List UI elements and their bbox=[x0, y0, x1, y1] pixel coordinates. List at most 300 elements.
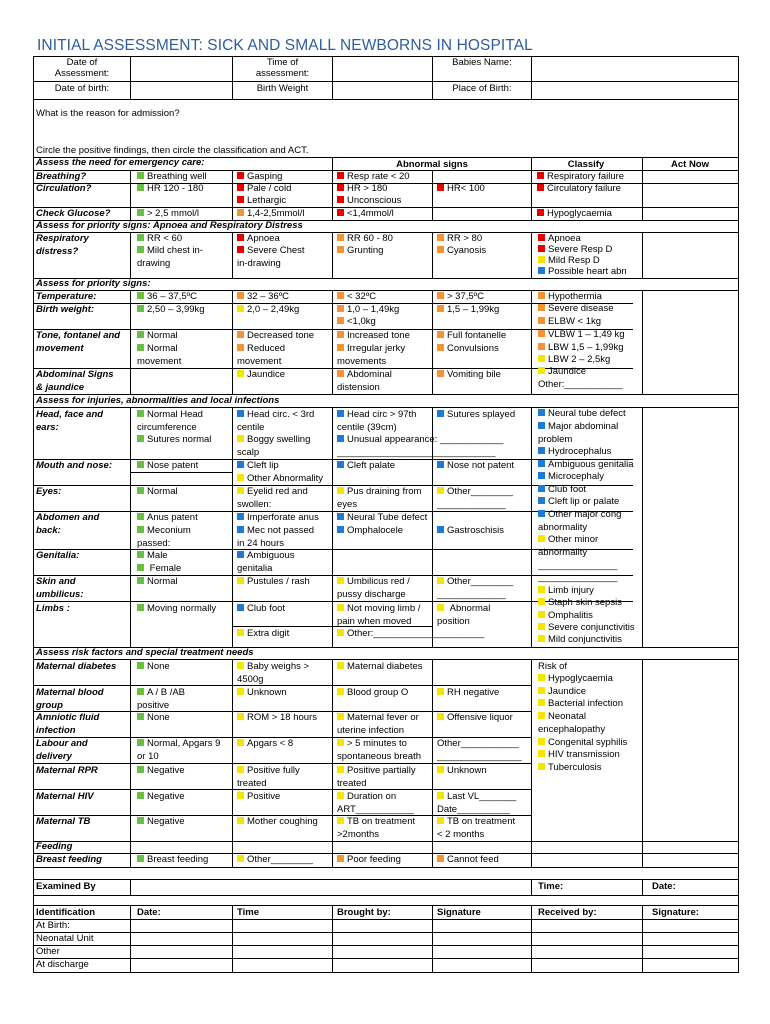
jerky-movements: Irregular jerky movements bbox=[337, 343, 406, 367]
ambiguous-classify: Ambiguous genitalia bbox=[538, 459, 634, 472]
eyes-other: Other________ bbox=[437, 486, 513, 499]
yellow-square-icon bbox=[237, 435, 244, 442]
signature-header: Signature bbox=[437, 907, 481, 918]
club-foot-classify: Club foot bbox=[538, 484, 586, 497]
reduced-movement: Reduced movement bbox=[237, 343, 286, 367]
orange-square-icon bbox=[538, 292, 545, 299]
yellow-square-icon bbox=[237, 855, 244, 862]
blue-square-icon bbox=[337, 435, 344, 442]
mouth-label: Mouth and nose: bbox=[36, 460, 112, 471]
circulation-label: Circulation? bbox=[36, 183, 92, 194]
blue-square-icon bbox=[337, 513, 344, 520]
blood-unknown: Unknown bbox=[237, 687, 287, 700]
mild-chest-indrawing: Mild chest in- drawing bbox=[137, 245, 203, 269]
green-square-icon bbox=[137, 577, 144, 584]
abdominal-distension: Abdominal distension bbox=[337, 369, 392, 393]
decreased-tone: Decreased tone bbox=[237, 330, 314, 343]
examined-date-label: Date: bbox=[652, 881, 676, 892]
yellow-square-icon bbox=[538, 355, 545, 362]
circle-instruction: Circle the positive findings, then circle the classification and ACT. bbox=[36, 145, 309, 156]
yellow-square-icon bbox=[538, 687, 545, 694]
circulation-normal: HR 120 - 180 bbox=[137, 183, 204, 196]
yellow-square-icon bbox=[437, 604, 444, 611]
glucose-low-sign: 1,4-2,5mmol/l bbox=[237, 208, 305, 221]
weight-15-199: 1,5 – 1,99kg bbox=[437, 304, 499, 317]
orange-square-icon bbox=[337, 370, 344, 377]
labour-label: Labour and delivery bbox=[36, 738, 88, 762]
orange-square-icon bbox=[538, 317, 545, 324]
lbw-2-classify: LBW 2 – 2,5kg bbox=[538, 354, 610, 367]
blue-square-icon bbox=[538, 409, 545, 416]
green-square-icon bbox=[137, 513, 144, 520]
normal-head: Normal Head circumference bbox=[137, 409, 203, 433]
microcephaly-classify: Microcephaly bbox=[538, 471, 604, 484]
blue-square-icon bbox=[237, 551, 244, 558]
rpr-fully-treated: Positive fully treated bbox=[237, 765, 300, 789]
yellow-square-icon bbox=[538, 598, 545, 605]
tb-negative: Negative bbox=[137, 816, 185, 829]
id-time-header: Time bbox=[237, 907, 260, 918]
limbs-other: Other:_____________________ bbox=[337, 628, 484, 641]
other-abnormality: Other Abnormality bbox=[237, 473, 323, 486]
red-square-icon bbox=[337, 184, 344, 191]
hiv-label: Maternal HIV bbox=[36, 791, 94, 802]
glucose-label: Check Glucose? bbox=[36, 208, 111, 219]
orange-square-icon bbox=[237, 331, 244, 338]
major-cong-classify: Other major cong abnormality bbox=[538, 509, 622, 533]
offensive-liquor: Offensive liquor bbox=[437, 712, 513, 725]
yellow-square-icon bbox=[237, 713, 244, 720]
temp-over-37: > 37,5ºC bbox=[437, 291, 484, 304]
blue-square-icon bbox=[337, 526, 344, 533]
green-square-icon bbox=[137, 766, 144, 773]
blood-group-o: Blood group O bbox=[337, 687, 408, 700]
green-square-icon bbox=[137, 184, 144, 191]
risk-heading: Assess risk factors and special treatment needs bbox=[36, 647, 254, 658]
orange-square-icon bbox=[538, 343, 545, 350]
blue-square-icon bbox=[237, 604, 244, 611]
ambiguous-genitalia: Ambiguous genitalia bbox=[237, 550, 295, 574]
yellow-square-icon bbox=[538, 712, 545, 719]
blue-square-icon bbox=[437, 461, 444, 468]
skin-label: Skin and umbilicus: bbox=[36, 576, 84, 600]
yellow-square-icon bbox=[437, 487, 444, 494]
yellow-square-icon bbox=[337, 577, 344, 584]
encephalopathy-risk: Neonatal encephalopathy bbox=[538, 711, 606, 735]
red-square-icon bbox=[237, 184, 244, 191]
severe-disease-classify: Severe disease bbox=[538, 303, 613, 316]
yellow-square-icon bbox=[237, 474, 244, 481]
tone-label: Tone, fontanel and movement bbox=[36, 330, 121, 354]
blood-group-label: Maternal blood group bbox=[36, 687, 104, 711]
yellow-square-icon bbox=[337, 792, 344, 799]
last-vl: Last VL_______ Date__________ bbox=[437, 791, 517, 815]
red-square-icon bbox=[437, 184, 444, 191]
eyes-normal: Normal bbox=[137, 486, 178, 499]
green-square-icon bbox=[137, 461, 144, 468]
hypoglycaemia-classify: Hypoglycaemia bbox=[537, 208, 612, 221]
mild-conj-classify: Mild conjunctivitis bbox=[538, 634, 622, 647]
page-title: INITIAL ASSESSMENT: SICK AND SMALL NEWBORNS IN HOSPITAL bbox=[37, 37, 533, 54]
temp-normal: 36 – 37,5ºC bbox=[137, 291, 197, 304]
mother-coughing: Mother coughing bbox=[237, 816, 318, 829]
hypothermia-classify: Hypothermia bbox=[538, 291, 602, 304]
orange-square-icon bbox=[337, 305, 344, 312]
blue-square-icon bbox=[538, 497, 545, 504]
unconscious-sign: Unconscious bbox=[337, 195, 401, 208]
yellow-square-icon bbox=[237, 305, 244, 312]
yellow-square-icon bbox=[538, 586, 545, 593]
green-square-icon bbox=[137, 292, 144, 299]
green-square-icon bbox=[137, 209, 144, 216]
vlbw-classify: VLBW 1 – 1,49 kg bbox=[538, 329, 625, 342]
priority-heading: Assess for priority signs: bbox=[36, 278, 151, 289]
yellow-square-icon bbox=[538, 535, 545, 542]
green-square-icon bbox=[137, 172, 144, 179]
unusual-appearance-line: ______________________________ bbox=[337, 447, 496, 458]
extra-digit: Extra digit bbox=[237, 628, 289, 641]
green-square-icon bbox=[137, 739, 144, 746]
weight-under-1: <1,0kg bbox=[337, 316, 376, 329]
red-square-icon bbox=[537, 209, 544, 216]
omphalitis-classify: Omphalitis bbox=[538, 610, 593, 623]
orange-square-icon bbox=[337, 855, 344, 862]
blood-positive: A / B /AB positive bbox=[137, 687, 186, 711]
full-fontanelle: Full fontanelle bbox=[437, 330, 506, 343]
blue-square-icon bbox=[337, 410, 344, 417]
birth-weight-label: Birth Weight bbox=[256, 83, 309, 94]
yellow-square-icon bbox=[538, 674, 545, 681]
orange-square-icon bbox=[337, 331, 344, 338]
id-row-neonatal-unit: Neonatal Unit bbox=[36, 933, 94, 944]
orange-square-icon bbox=[437, 370, 444, 377]
hypoglycaemia-risk: Hypoglycaemia bbox=[538, 673, 613, 686]
glucose-normal: > 2,5 mmol/l bbox=[137, 208, 199, 221]
breathing-label: Breathing? bbox=[36, 171, 87, 182]
mild-resp-d-classify: Mild Resp D bbox=[538, 255, 600, 268]
heart-abn-classify: Possible heart abn bbox=[538, 266, 627, 279]
pustules-rash: Pustules / rash bbox=[237, 576, 310, 589]
head-circ-low: Head circ. < 3rd centile bbox=[237, 409, 315, 433]
yellow-square-icon bbox=[437, 766, 444, 773]
hiv-positive: Positive bbox=[237, 791, 280, 804]
green-square-icon bbox=[137, 305, 144, 312]
orange-square-icon bbox=[437, 234, 444, 241]
blue-square-icon bbox=[538, 510, 545, 517]
breathing-normal: Breathing well bbox=[137, 171, 207, 184]
green-square-icon bbox=[137, 344, 144, 351]
respiratory-failure-classify: Respiratory failure bbox=[537, 171, 624, 184]
yellow-square-icon bbox=[538, 699, 545, 706]
breast-feeding-label: Breast feeding bbox=[36, 854, 102, 865]
act-now-header: Act Now bbox=[671, 159, 709, 170]
yellow-square-icon bbox=[237, 487, 244, 494]
yellow-square-icon bbox=[538, 256, 545, 263]
art-duration: Duration on ART___________ bbox=[337, 791, 414, 815]
abnormal-position: Abnormal position bbox=[437, 603, 491, 627]
nose-patent: Nose patent bbox=[137, 460, 198, 473]
yellow-square-icon bbox=[237, 792, 244, 799]
unusual-appearance: Unusual appearance: ____________ bbox=[337, 434, 503, 447]
apnoea-classify: Apnoea bbox=[538, 233, 581, 246]
maternal-diabetes-sign: Maternal diabetes bbox=[337, 661, 423, 674]
orange-square-icon bbox=[337, 344, 344, 351]
abdomen-label: Abdomen and back: bbox=[36, 512, 100, 536]
temp-under-32: < 32ºC bbox=[337, 291, 376, 304]
tuberculosis-risk: Tuberculosis bbox=[538, 762, 602, 775]
cannot-feed: Cannot feed bbox=[437, 854, 499, 867]
meconium-passed: Meconium passed: bbox=[137, 525, 191, 549]
omphalocele: Omphalocele bbox=[337, 525, 403, 538]
red-square-icon bbox=[537, 172, 544, 179]
sutures-splayed: Sutures splayed bbox=[437, 409, 515, 422]
orange-square-icon bbox=[538, 330, 545, 337]
not-moving-limb: Not moving limb / pain when moved bbox=[337, 603, 421, 627]
rom-18h: ROM > 18 hours bbox=[237, 712, 317, 725]
babies-name-label: Babies Name: bbox=[452, 57, 512, 68]
classify-blank-2: _______________ bbox=[538, 572, 618, 583]
red-square-icon bbox=[538, 234, 545, 241]
jaundice-risk: Jaundice bbox=[538, 686, 586, 699]
yellow-square-icon bbox=[237, 739, 244, 746]
yellow-square-icon bbox=[337, 739, 344, 746]
brought-by-header: Brought by: bbox=[337, 907, 391, 918]
yellow-square-icon bbox=[237, 577, 244, 584]
labour-other-line: ________________ bbox=[437, 751, 522, 762]
yellow-square-icon bbox=[538, 750, 545, 757]
orange-square-icon bbox=[237, 209, 244, 216]
boggy-swelling: Boggy swelling scalp bbox=[237, 434, 311, 458]
yellow-square-icon bbox=[538, 623, 545, 630]
rr-60-80-sign: RR 60 - 80 bbox=[337, 233, 393, 246]
green-square-icon bbox=[137, 410, 144, 417]
tone-normal: Normal bbox=[137, 330, 178, 343]
yellow-square-icon bbox=[237, 370, 244, 377]
rr-normal: RR < 60 bbox=[137, 233, 182, 246]
weight-normal: 2,50 – 3,99kg bbox=[137, 304, 205, 317]
amniotic-none: None bbox=[137, 712, 170, 725]
other-classify: Other:___________ bbox=[538, 379, 623, 390]
limbs-label: Limbs : bbox=[36, 603, 70, 614]
green-square-icon bbox=[137, 792, 144, 799]
baby-weighs: Baby weighs > 4500g bbox=[237, 661, 310, 685]
green-square-icon bbox=[137, 551, 144, 558]
weight-1-149: 1,0 – 1,49kg bbox=[337, 304, 399, 317]
yellow-square-icon bbox=[538, 763, 545, 770]
green-square-icon bbox=[137, 234, 144, 241]
neural-tube-defect: Neural Tube defect bbox=[337, 512, 427, 525]
feeding-heading: Feeding bbox=[36, 841, 73, 852]
yellow-square-icon bbox=[337, 766, 344, 773]
yellow-square-icon bbox=[237, 817, 244, 824]
red-square-icon bbox=[237, 172, 244, 179]
weight-2-249: 2,0 – 2,49kg bbox=[237, 304, 299, 317]
injuries-heading: Assess for injuries, abnormalities and local infections bbox=[36, 395, 280, 406]
green-square-icon bbox=[137, 817, 144, 824]
blue-square-icon bbox=[538, 267, 545, 274]
yellow-square-icon bbox=[437, 688, 444, 695]
orange-square-icon bbox=[337, 317, 344, 324]
green-square-icon bbox=[137, 713, 144, 720]
amniotic-label: Amniotic fluid infection bbox=[36, 712, 100, 736]
hiv-transmission-risk: HIV transmission bbox=[538, 749, 620, 762]
green-square-icon bbox=[137, 526, 144, 533]
male: Male bbox=[137, 550, 168, 563]
red-square-icon bbox=[537, 184, 544, 191]
identification-header: Identification bbox=[36, 907, 96, 918]
yellow-square-icon bbox=[237, 766, 244, 773]
grunting-sign: Grunting bbox=[337, 245, 383, 258]
labour-other: Other___________ bbox=[437, 738, 519, 749]
poor-feeding: Poor feeding bbox=[337, 854, 401, 867]
skin-other: Other________ bbox=[437, 576, 513, 589]
examined-time-label: Time: bbox=[538, 881, 564, 892]
received-by-header: Received by: bbox=[538, 907, 597, 918]
hr-low-sign: HR< 100 bbox=[437, 183, 485, 196]
head-circ-high: Head circ > 97th centile (39cm) bbox=[337, 409, 417, 433]
apnoea-heading: Assess for priority signs: Apnoea and Respiratory Distress bbox=[36, 220, 303, 231]
green-square-icon bbox=[137, 246, 144, 253]
time-of-assessment-label: Time of assessment: bbox=[255, 57, 310, 79]
orange-square-icon bbox=[437, 331, 444, 338]
rpr-partially-treated: Positive partially treated bbox=[337, 765, 416, 789]
blue-square-icon bbox=[237, 410, 244, 417]
hydrocephalus-classify: Hydrocephalus bbox=[538, 446, 611, 459]
blue-square-icon bbox=[538, 422, 545, 429]
severe-chest-indrawing: Severe Chest in-drawing bbox=[237, 245, 305, 269]
blue-square-icon bbox=[437, 410, 444, 417]
green-square-icon bbox=[137, 662, 144, 669]
green-square-icon bbox=[137, 487, 144, 494]
cleft-classify: Cleft lip or palate bbox=[538, 496, 619, 509]
movement-normal: Normal movement bbox=[137, 343, 182, 367]
orange-square-icon bbox=[237, 344, 244, 351]
rpr-negative: Negative bbox=[137, 765, 185, 778]
imperforate-anus: Imperforate anus bbox=[237, 512, 319, 525]
green-square-icon bbox=[137, 435, 144, 442]
cleft-palate: Cleft palate bbox=[337, 460, 395, 473]
orange-square-icon bbox=[437, 246, 444, 253]
glucose-very-low-sign: <1,4mmol/l bbox=[337, 208, 394, 221]
skin-normal: Normal bbox=[137, 576, 178, 589]
yellow-square-icon bbox=[538, 611, 545, 618]
yellow-square-icon bbox=[437, 713, 444, 720]
circulatory-failure-classify: Circulatory failure bbox=[537, 183, 621, 196]
eyelid-red: Eyelid red and swollen: bbox=[237, 486, 308, 510]
id-row-at-discharge: At discharge bbox=[36, 959, 89, 970]
apgars-normal: Normal, Apgars 9 or 10 bbox=[137, 738, 221, 762]
date-of-assessment-label: Date of Assessment: bbox=[54, 57, 110, 79]
elbw-classify: ELBW < 1kg bbox=[538, 316, 601, 329]
anus-patent: Anus patent bbox=[137, 512, 198, 525]
orange-square-icon bbox=[437, 344, 444, 351]
blue-square-icon bbox=[538, 485, 545, 492]
gasping-sign: Gasping bbox=[237, 171, 282, 184]
bacterial-infection-risk: Bacterial infection bbox=[538, 698, 623, 711]
yellow-square-icon bbox=[538, 367, 545, 374]
rpr-unknown: Unknown bbox=[437, 765, 487, 778]
skin-other-line: _____________ bbox=[437, 589, 506, 600]
red-square-icon bbox=[337, 196, 344, 203]
orange-square-icon bbox=[437, 305, 444, 312]
classify-header: Classify bbox=[567, 159, 605, 170]
vomiting-bile: Vomiting bile bbox=[437, 369, 501, 382]
feeding-other: Other________ bbox=[237, 854, 313, 867]
blue-square-icon bbox=[538, 460, 545, 467]
signature-2-header: Signature: bbox=[652, 907, 699, 918]
yellow-square-icon bbox=[437, 817, 444, 824]
major-abdominal-classify: Major abdominal problem bbox=[538, 421, 619, 445]
jaundice-sign: Jaundice bbox=[237, 369, 285, 382]
orange-square-icon bbox=[237, 292, 244, 299]
yellow-square-icon bbox=[337, 713, 344, 720]
yellow-square-icon bbox=[237, 688, 244, 695]
severe-resp-d-classify: Severe Resp D bbox=[538, 244, 612, 257]
rpr-label: Maternal RPR bbox=[36, 765, 98, 776]
minor-abnormality-classify: Other minor abnormality bbox=[538, 534, 599, 558]
maternal-diabetes-label: Maternal diabetes bbox=[36, 661, 117, 672]
increased-tone: Increased tone bbox=[337, 330, 410, 343]
yellow-square-icon bbox=[437, 792, 444, 799]
female: Female bbox=[137, 563, 181, 576]
yellow-square-icon bbox=[337, 487, 344, 494]
red-square-icon bbox=[237, 246, 244, 253]
tb-over-2m: TB on treatment >2months bbox=[337, 816, 416, 840]
orange-square-icon bbox=[337, 246, 344, 253]
red-square-icon bbox=[337, 209, 344, 216]
abdominal-label: Abdominal Signs & jaundice bbox=[36, 369, 114, 393]
birth-weight-row-label: Birth weight: bbox=[36, 304, 95, 315]
green-square-icon bbox=[137, 564, 144, 571]
blue-square-icon bbox=[538, 447, 545, 454]
yellow-square-icon bbox=[337, 817, 344, 824]
lethargic-sign: Lethargic bbox=[237, 195, 286, 208]
green-square-icon bbox=[137, 604, 144, 611]
blue-square-icon bbox=[538, 472, 545, 479]
resp-rate-sign: Resp rate < 20 bbox=[337, 171, 410, 184]
red-square-icon bbox=[337, 172, 344, 179]
severe-conj-classify: Severe conjunctivitis bbox=[538, 622, 635, 635]
mec-not-passed: Mec not passed in 24 hours bbox=[237, 525, 315, 549]
emergency-heading: Assess the need for emergency care: bbox=[36, 157, 205, 168]
jaundice-classify: Jaundice bbox=[538, 366, 586, 379]
cyanosis-sign: Cyanosis bbox=[437, 245, 486, 258]
umbilicus-red: Umbilicus red / pussy discharge bbox=[337, 576, 410, 600]
orange-square-icon bbox=[437, 855, 444, 862]
temperature-label: Temperature: bbox=[36, 291, 97, 302]
hiv-negative: Negative bbox=[137, 791, 185, 804]
yellow-square-icon bbox=[337, 662, 344, 669]
rh-negative: RH negative bbox=[437, 687, 499, 700]
syphilis-risk: Congenital syphilis bbox=[538, 737, 627, 750]
blue-square-icon bbox=[237, 461, 244, 468]
hr-high-sign: HR > 180 bbox=[337, 183, 387, 196]
risk-of-label: Risk of bbox=[538, 661, 568, 672]
green-square-icon bbox=[137, 331, 144, 338]
limb-injury-classify: Limb injury bbox=[538, 585, 594, 598]
tb-under-2m: TB on treatment < 2 months bbox=[437, 816, 516, 840]
green-square-icon bbox=[137, 688, 144, 695]
genitalia-label: Genitalia: bbox=[36, 550, 80, 561]
eyes-label: Eyes: bbox=[36, 486, 62, 497]
staph-classify: Staph skin sepsis bbox=[538, 597, 622, 610]
red-square-icon bbox=[237, 234, 244, 241]
sutures-normal: Sutures normal bbox=[137, 434, 211, 447]
yellow-square-icon bbox=[337, 688, 344, 695]
apnoea-sign: Apnoea bbox=[237, 233, 280, 246]
id-row-at-birth: At Birth: bbox=[36, 920, 70, 931]
date-of-birth-label: Date of birth: bbox=[54, 83, 110, 94]
